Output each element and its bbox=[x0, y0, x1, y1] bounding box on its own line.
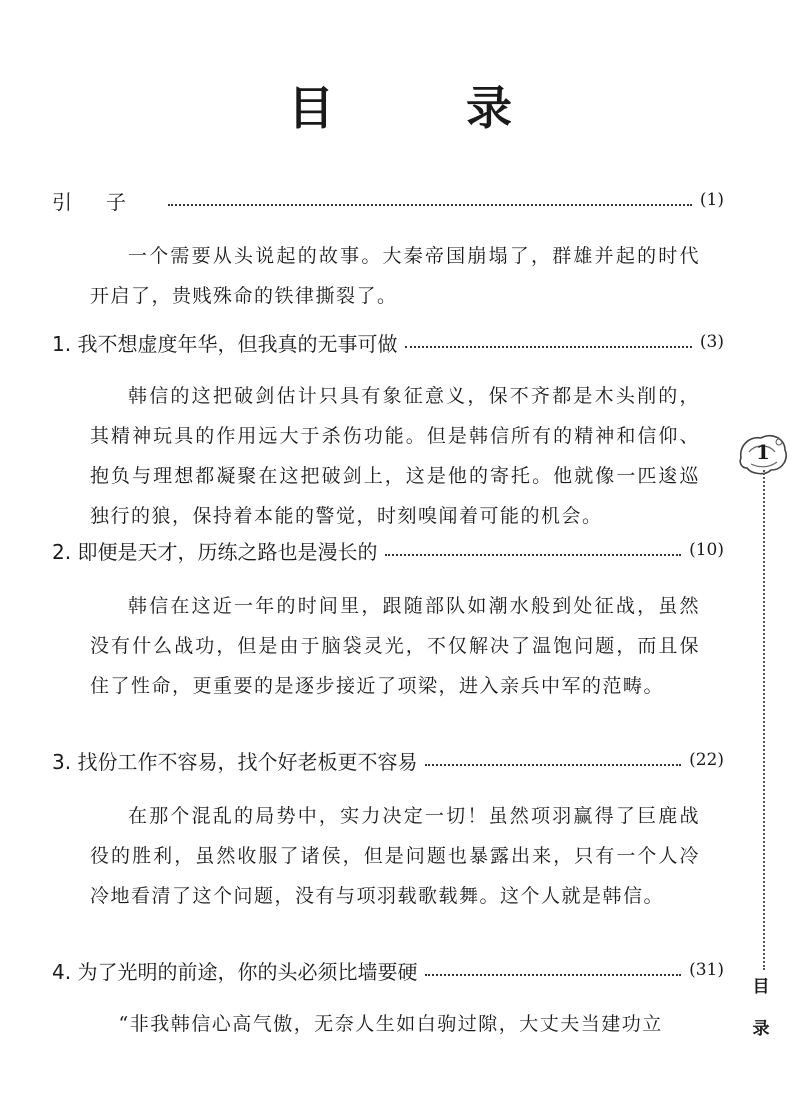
toc-entry-heading: 4. 为了光明的前途，你的头必须比墙要硬 bbox=[52, 959, 418, 984]
toc-entry-heading: 引子 bbox=[52, 189, 160, 214]
leader-dots bbox=[168, 203, 692, 206]
toc-entry-summary: 一个需要从头说起的故事。大秦帝国崩塌了，群雄并起的时代开启了，贵贱殊命的铁律撕裂了。 bbox=[90, 245, 700, 307]
toc-entry-heading: 3. 找份工作不容易，找个好老板更不容易 bbox=[52, 749, 418, 774]
toc-page-number: (31) bbox=[689, 960, 724, 980]
leader-dots bbox=[425, 973, 681, 976]
side-page-number: 1 bbox=[756, 440, 770, 464]
toc-entry-heading: 2. 即便是天才，历练之路也是漫长的 bbox=[52, 539, 378, 564]
side-dotted-rule bbox=[763, 470, 765, 970]
toc-entry-3[interactable] bbox=[52, 744, 724, 776]
toc-entry-summary: 韩信在这近一年的时间里，跟随部队如潮水般到处征战，虽然没有什么战功，但是由于脑袋灵光，不仅解决了温饱问题，而且保住了性命，更重要的是逐步接近了项梁，进入亲兵中军的范畴。 bbox=[90, 595, 700, 697]
side-label-bottom: 录 bbox=[752, 1019, 770, 1039]
toc-entry-summary: 在那个混乱的局势中，实力决定一切！虽然项羽赢得了巨鹿战役的胜利，虽然收服了诸侯，但是问题也暴露出来，只有一个人冷冷地看清了这个问题，没有与项羽载歌载舞。这个人就是韩信。 bbox=[90, 805, 700, 907]
leader-dots bbox=[425, 763, 681, 766]
toc-page-number: (22) bbox=[689, 750, 724, 770]
toc-page-number: (10) bbox=[689, 540, 724, 560]
toc-entry-summary: 韩信的这把破剑估计只具有象征意义，保不齐都是木头削的，其精神玩具的作用远大于杀伤功能。但是韩信所有的精神和信仰、抱负与理想都凝聚在这把破剑上，这是他的寄托。他就像一匹逡巡独行的狼，保持着本能的警觉，时刻嗅闻着可能的机会。 bbox=[90, 385, 700, 527]
toc-page-number: (1) bbox=[699, 190, 724, 210]
side-label-top: 目 bbox=[752, 977, 770, 997]
toc-entry-intro[interactable] bbox=[52, 184, 724, 216]
toc-entry-summary: “非我韩信心高气傲，无奈人生如白驹过隙，大丈夫当建功立 bbox=[118, 1013, 663, 1035]
toc-entry-1[interactable] bbox=[52, 326, 724, 358]
leader-dots bbox=[385, 553, 681, 556]
toc-page-number: (3) bbox=[699, 332, 724, 352]
page-title: 目 录 bbox=[287, 81, 570, 135]
leader-dots bbox=[405, 345, 691, 348]
toc-entry-4[interactable] bbox=[52, 954, 724, 986]
toc-entry-2[interactable] bbox=[52, 534, 724, 566]
toc-entry-heading: 1. 我不想虚度年华，但我真的无事可做 bbox=[52, 331, 398, 356]
